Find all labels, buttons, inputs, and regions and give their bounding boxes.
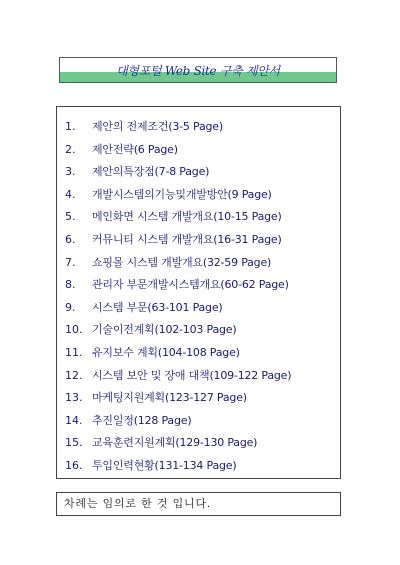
toc-item-number: 15. (65, 436, 83, 450)
table-of-contents (56, 106, 341, 479)
toc-item-label: 커뮤니티 시스템 개발개요(16-31 Page) (92, 232, 282, 246)
document-title: 대형포털 Web Site 구축 제안서 (116, 64, 280, 78)
toc-item-number: 6. (65, 232, 76, 246)
toc-item-label: 교육훈련지원계획(129-130 Page) (92, 436, 258, 450)
toc-item-number: 9. (65, 300, 76, 314)
toc-item (57, 410, 340, 433)
toc-item-number: 12. (65, 368, 83, 382)
toc-item-number: 7. (65, 255, 76, 269)
toc-item-number: 16. (65, 458, 83, 472)
toc-item (57, 432, 340, 455)
toc-item-number: 4. (65, 187, 76, 201)
toc-item (57, 229, 340, 252)
toc-item-label: 시스템 부문(63-101 Page) (92, 300, 223, 314)
toc-item (57, 319, 340, 342)
toc-item-label: 마케팅지원계획(123-127 Page) (92, 391, 247, 405)
toc-item (57, 365, 340, 388)
toc-item (57, 342, 340, 365)
toc-item-label: 유지보수 계획(104-108 Page) (92, 345, 240, 359)
toc-item-number: 10. (65, 323, 83, 337)
toc-item (57, 116, 340, 139)
toc-item-label: 투입인력현황(131-134 Page) (92, 458, 237, 472)
toc-item-number: 1. (65, 120, 76, 133)
toc-item-label: 제안전략(6 Page) (92, 142, 178, 156)
toc-item-number: 13. (65, 391, 83, 405)
toc-item-label: 관리자 부문개발시스템개요(60-62 Page) (92, 278, 289, 292)
toc-item-number: 5. (65, 210, 76, 224)
toc-item-label: 제안의특장점(7-8 Page) (92, 165, 210, 179)
toc-item-label: 시스템 보안 및 장애 대책(109-122 Page) (92, 368, 292, 382)
document-title-box (59, 57, 337, 83)
toc-item-label: 메인화면 시스템 개발개요(10-15 Page) (92, 210, 282, 224)
toc-item-number: 11. (65, 345, 83, 359)
toc-item (57, 206, 340, 229)
toc-item-label: 제안의 전제조건(3-5 Page) (92, 120, 223, 133)
toc-item (57, 297, 340, 320)
toc-item (57, 161, 340, 184)
toc-item (57, 274, 340, 297)
toc-list (57, 107, 340, 478)
toc-item (57, 252, 340, 275)
toc-item-number: 8. (65, 278, 76, 292)
note-text: 차례는 임의로 한 것 입니다. (64, 497, 212, 510)
toc-item (57, 387, 340, 410)
toc-item (57, 139, 340, 162)
toc-item-label: 개발시스템의기능및개발방안(9 Page) (92, 187, 272, 201)
toc-item-number: 2. (65, 142, 76, 156)
toc-item (57, 184, 340, 207)
toc-item-label: 기술이전계획(102-103 Page) (92, 323, 237, 337)
toc-item-number: 3. (65, 165, 76, 179)
note-box (56, 492, 341, 516)
toc-item-label: 추진일정(128 Page) (92, 413, 192, 427)
toc-item-label: 쇼핑몰 시스템 개발개요(32-59 Page) (92, 255, 272, 269)
toc-item (57, 455, 340, 478)
toc-item-number: 14. (65, 413, 83, 427)
